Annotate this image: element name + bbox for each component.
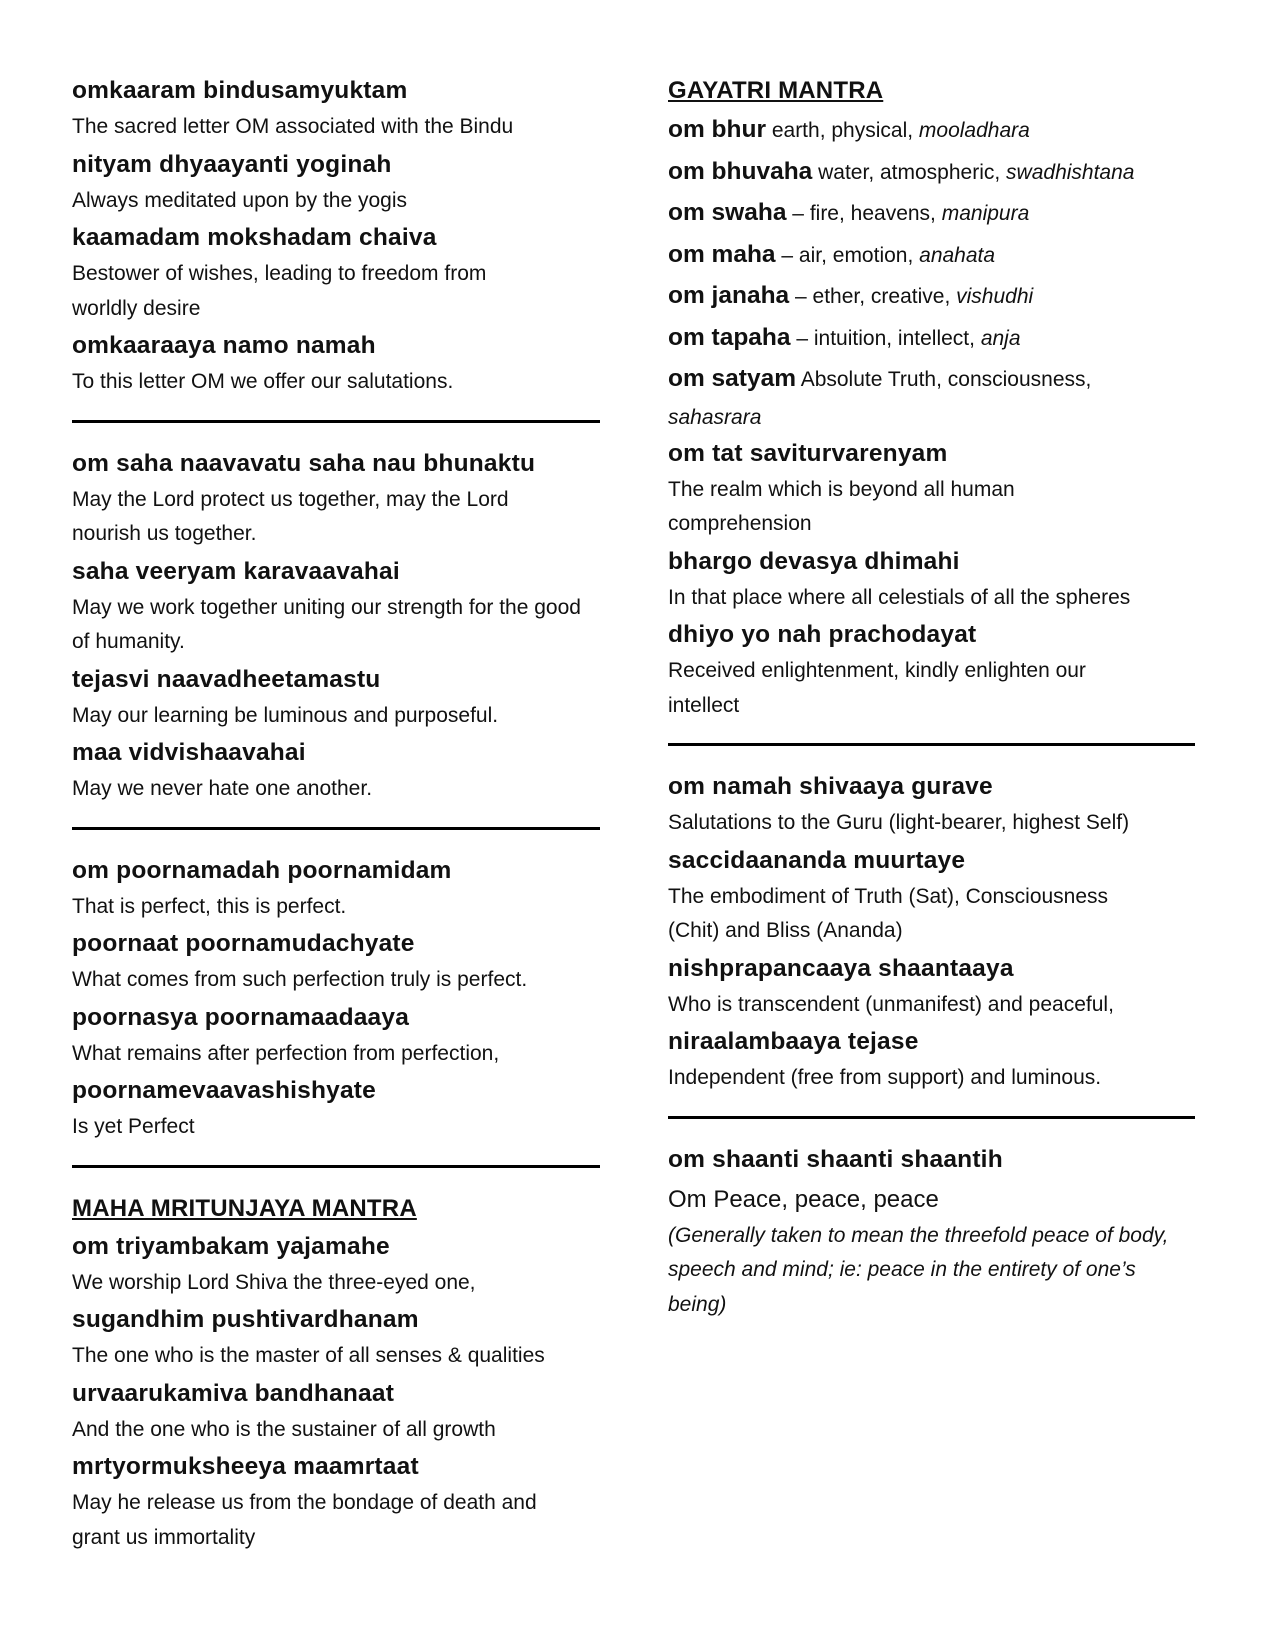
translation-line: Salutations to the Guru (light-bearer, highest Self)	[668, 811, 1130, 834]
section-divider	[668, 743, 1195, 746]
gayatri-meaning: – air, emotion,	[775, 243, 920, 267]
gayatri-line	[668, 318, 1203, 360]
chakra-name: sahasrara	[668, 405, 762, 429]
mantra-line: maa vidvishaavahai	[72, 739, 306, 766]
mantra-line: mrtyormuksheeya maamrtaat	[72, 1453, 419, 1480]
mantra-line: om tat saviturvarenyam	[668, 439, 948, 467]
gayatri-line	[668, 235, 1203, 277]
gayatri-term: om tapaha	[668, 323, 791, 351]
section-guru	[668, 768, 1203, 1096]
section-heading: GAYATRI MANTRA	[668, 77, 884, 104]
mantra-line: poornaat poornamudachyate	[72, 930, 415, 957]
gayatri-meaning: Absolute Truth, consciousness,	[796, 368, 1092, 391]
section-maha-mritunjaya	[72, 1190, 602, 1556]
mantra-line: sugandhim pushtivardhanam	[72, 1306, 419, 1333]
translation-line: May our learning be luminous and purposeful.	[72, 703, 499, 727]
translation-line: May we work together uniting our strength for the good of humanity.	[72, 595, 581, 653]
chakra-name: swadhishtana	[1006, 160, 1135, 184]
gayatri-line	[668, 276, 1203, 318]
chakra-name: anja	[980, 326, 1021, 350]
chakra-name: vishudhi	[956, 285, 1034, 308]
section-divider	[72, 827, 600, 830]
section-divider	[72, 1165, 600, 1168]
mantra-line: om namah shivaaya gurave	[668, 773, 993, 800]
gayatri-term: om swaha	[668, 199, 787, 226]
translation-line: Om Peace, peace, peace	[668, 1185, 939, 1213]
translation-line: Independent (free from support) and luminous.	[668, 1066, 1102, 1089]
gayatri-meaning: – intuition, intellect,	[790, 326, 981, 350]
gayatri-term: om maha	[668, 240, 776, 268]
mantra-line: nityam dhyaayanti yoginah	[72, 150, 392, 178]
translation-line: What comes from such perfection truly is perfect.	[72, 968, 528, 991]
explanatory-note: (Generally taken to mean the threefold peace of body, speech and mind; ie: peace in the entirety of one’s being)	[668, 1223, 1169, 1316]
gayatri-term: om bhur	[668, 116, 766, 143]
chakra-name: manipura	[941, 202, 1030, 225]
translation-line: The sacred letter OM associated with the Bindu	[72, 115, 514, 138]
mantra-line: kaamadam mokshadam chaiva	[72, 224, 437, 251]
gayatri-line	[668, 152, 1203, 194]
translation-line: That is perfect, this is perfect.	[72, 894, 347, 918]
translation-line: And the one who is the sustainer of all growth	[72, 1417, 496, 1441]
mantra-line: om triyambakam yajamahe	[72, 1232, 390, 1260]
gayatri-term: om bhuvaha	[668, 157, 813, 185]
gayatri-meaning: water, atmospheric,	[812, 160, 1007, 184]
translation-line: Who is transcendent (unmanifest) and peaceful,	[668, 992, 1114, 1016]
section-heading: MAHA MRITUNJAYA MANTRA	[72, 1194, 417, 1222]
gayatri-line	[668, 110, 1203, 152]
section-omkaaram	[72, 72, 602, 400]
chakra-name: mooladhara	[918, 119, 1030, 142]
translation-line: The one who is the master of all senses & qualities	[72, 1344, 545, 1367]
section-shanti	[668, 1141, 1203, 1323]
translation-line: Is yet Perfect	[72, 1115, 195, 1138]
mantra-line: tejasvi naavadheetamastu	[72, 665, 381, 693]
translation-line: We worship Lord Shiva the three-eyed one,	[72, 1270, 476, 1294]
mantra-line: niraalambaaya tejase	[668, 1028, 919, 1055]
translation-line: The realm which is beyond all human comprehension	[668, 477, 1015, 535]
translation-line: Always meditated upon by the yogis	[72, 188, 408, 212]
section-saha-naavavatu	[72, 445, 602, 807]
translation-line: To this letter OM we offer our salutations.	[72, 370, 454, 393]
mantra-line: bhargo devasya dhimahi	[668, 547, 960, 575]
chakra-name: anahata	[919, 243, 996, 267]
translation-line: The embodiment of Truth (Sat), Consciousness (Chit) and Bliss (Ananda)	[668, 884, 1109, 942]
translation-line: May the Lord protect us together, may the Lord nourish us together.	[72, 487, 509, 545]
mantra-line: omkaaraaya namo namah	[72, 332, 376, 359]
mantra-line: om poornamadah poornamidam	[72, 856, 452, 884]
mantra-line: omkaaram bindusamyuktam	[72, 77, 408, 104]
section-divider	[668, 1116, 1195, 1119]
section-poornamadah	[72, 852, 602, 1145]
mantra-line: om saha naavavatu saha nau bhunaktu	[72, 449, 536, 477]
gayatri-term: om satyam	[668, 365, 797, 392]
left-column	[72, 72, 602, 1556]
mantra-line: poornamevaavashishyate	[72, 1077, 376, 1104]
mantra-line: dhiyo yo nah prachodayat	[668, 621, 977, 648]
gayatri-line	[668, 359, 1203, 435]
section-divider	[72, 420, 600, 423]
mantra-line: poornasya poornamaadaaya	[72, 1003, 410, 1031]
translation-line: May we never hate one another.	[72, 777, 373, 800]
section-gayatri	[668, 72, 1203, 723]
translation-line: Bestower of wishes, leading to freedom from worldly desire	[72, 262, 487, 320]
gayatri-meaning: earth, physical,	[766, 119, 919, 142]
gayatri-meaning: – fire, heavens,	[786, 202, 942, 225]
gayatri-meaning: – ether, creative,	[789, 285, 957, 308]
mantra-line: urvaarukamiva bandhanaat	[72, 1379, 395, 1407]
translation-line: Received enlightenment, kindly enlighten our intellect	[668, 659, 1086, 717]
translation-line: May he release us from the bondage of death and grant us immortality	[72, 1491, 537, 1549]
mantra-line: saha veeryam karavaavahai	[72, 557, 400, 585]
gayatri-line	[668, 193, 1203, 235]
mantra-line: om shaanti shaanti shaantih	[668, 1145, 1003, 1173]
mantra-line: saccidaananda muurtaye	[668, 846, 966, 874]
right-column	[668, 72, 1203, 1322]
gayatri-term: om janaha	[668, 282, 790, 309]
mantra-line: nishprapancaaya shaantaaya	[668, 954, 1014, 982]
translation-line: In that place where all celestials of all the spheres	[668, 585, 1131, 609]
translation-line: What remains after perfection from perfection,	[72, 1041, 500, 1065]
